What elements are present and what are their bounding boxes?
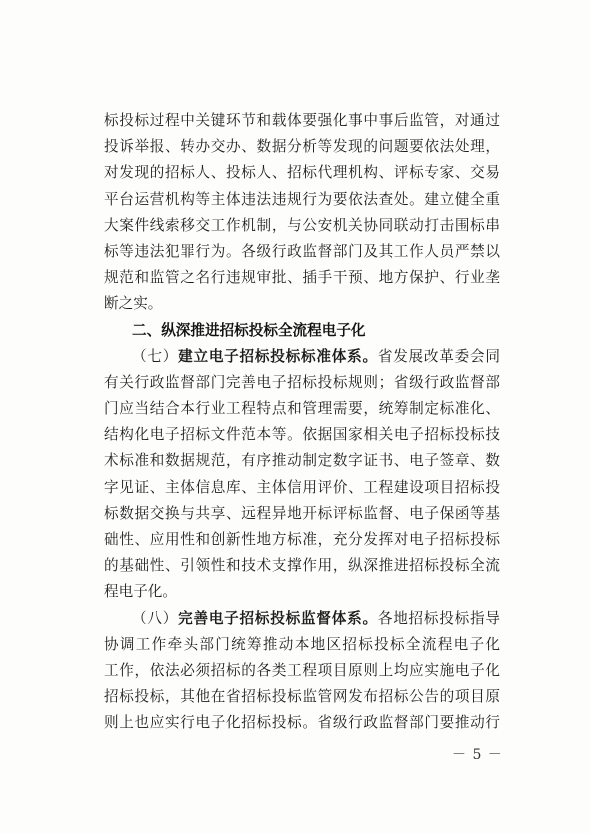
body-line: 大案件线索移交工作机制，与公安机关协同联动打击围标串	[104, 216, 500, 234]
body-line: 有关行政监督部门完善电子招标投标规则；省级行政监督部	[104, 373, 500, 391]
document-body	[104, 108, 500, 737]
body-line: 招标投标，其他在省招标投标监管网发布招标公告的项目原	[104, 688, 500, 706]
section-heading: 二、纵深推进招标投标全流程电子化	[132, 321, 366, 339]
body-line: 规范和监管之名行违规审批、插手干预、地方保护、行业垄	[104, 269, 500, 287]
body-line: 字见证、主体信息库、主体信用评价、工程建设项目招标投	[104, 478, 500, 496]
body-line: 结构化电子招标文件范本等。依据国家相关电子招标投标技	[104, 426, 500, 444]
paragraph-number: （八）	[132, 609, 179, 627]
body-line: 对发现的招标人、投标人、招标代理机构、评标专家、交易	[104, 164, 500, 182]
paragraph-number: （七）	[132, 347, 179, 365]
body-line: 平台运营机构等主体违法违规行为要依法查处。建立健全重	[104, 190, 500, 208]
body-line: 标数据交换与共享、远程异地开标评标监督、电子保函等基	[104, 504, 500, 522]
body-line: 础性、应用性和创新性地方标准，充分发挥对电子招标投标	[104, 531, 500, 548]
body-line: 断之实。	[104, 295, 163, 313]
page-number: － 5 －	[452, 747, 503, 763]
paragraph-lead-rest: 省发展改革委会同	[377, 347, 500, 365]
body-line: 门应当结合本行业工程特点和管理需要，统筹制定标准化、	[104, 400, 500, 418]
body-line: 投诉举报、转办交办、数据分析等发现的问题要依法处理，	[104, 138, 500, 156]
paragraph-lead-rest: 各地招标投标指导	[377, 609, 500, 627]
body-line: 协调工作牵头部门统筹推动本地区招标投标全流程电子化	[104, 635, 500, 653]
paragraph-lead-line	[104, 606, 500, 632]
paragraph-title: 完善电子招标投标监督体系。	[178, 609, 378, 627]
paragraph-title: 建立电子招标投标标准体系。	[178, 347, 378, 365]
body-line: 程电子化。	[104, 583, 177, 601]
body-line: 工作，依法必须招标的各类工程项目原则上均应实施电子化	[104, 661, 500, 679]
paragraph-lead-line	[104, 344, 500, 370]
body-line: 标等违法犯罪行为。各级行政监督部门及其工作人员严禁以	[104, 242, 500, 260]
body-line: 术标准和数据规范，有序推动制定数字证书、电子签章、数	[104, 452, 500, 470]
body-line: 的基础性、引领性和技术支撑作用，纵深推进招标投标全流	[104, 557, 500, 575]
body-line: 则上也应实行电子化招标投标。省级行政监督部门要推动行	[104, 714, 500, 732]
body-line: 标投标过程中关键环节和载体要强化事中事后监管，对通过	[104, 112, 500, 129]
